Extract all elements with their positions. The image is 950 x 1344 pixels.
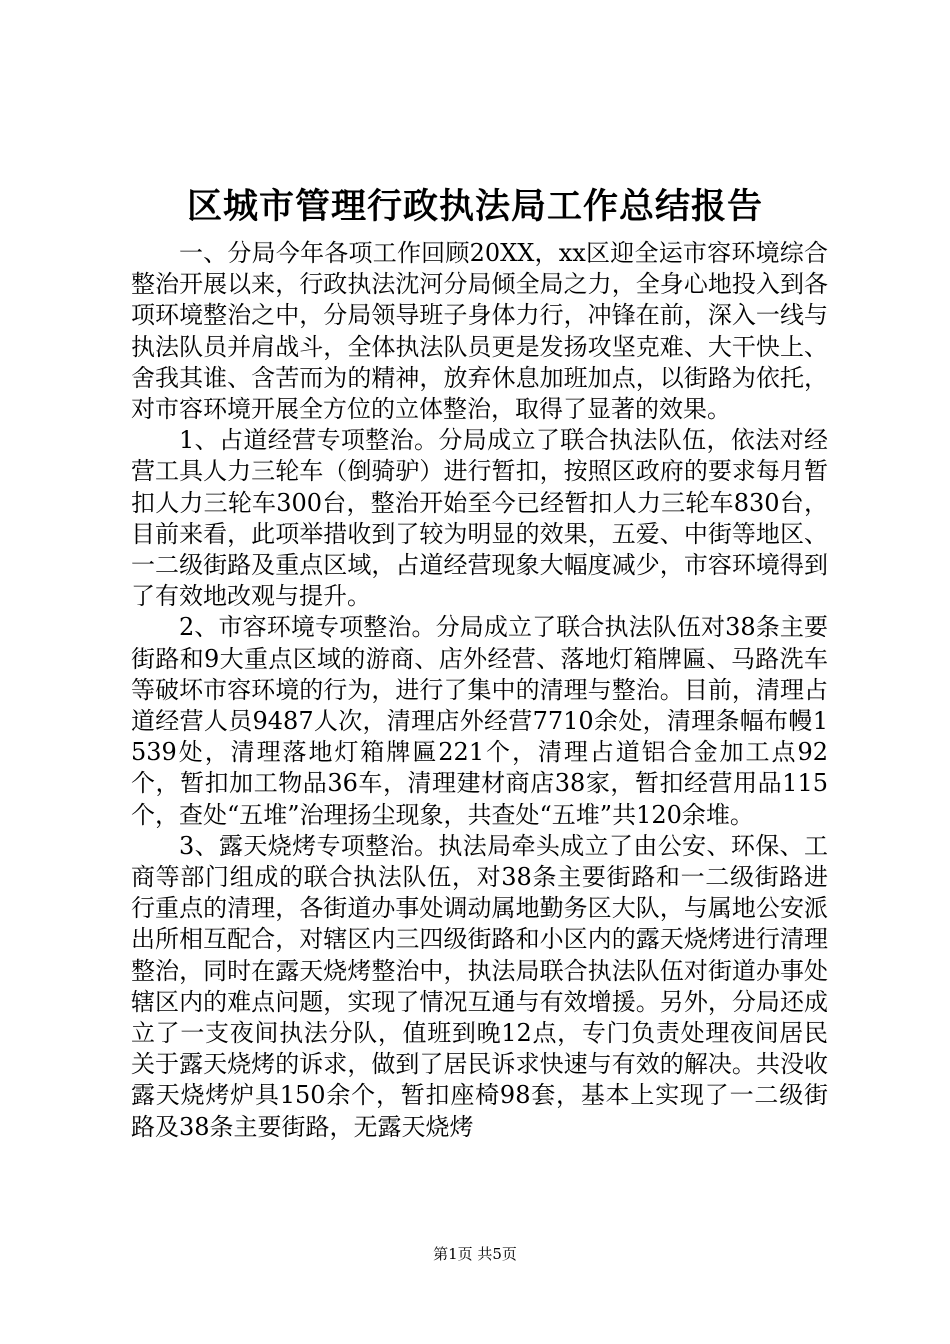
document-title: 区城市管理行政执法局工作总结报告 [186, 186, 763, 227]
page-footer: 第1页 共5页 [433, 1245, 517, 1263]
paragraph-item-2: 2、市容环境专项整治。分局成立了联合执法队伍对38条主要街路和9大重点区域的游商、店外经营、落地灯箱牌匾、马路洗车等破坏市容环境的行为，进行了集中的清理与整治。目前，清理占道经营人员9487人次，清理店外经营7710余处，清理条幅布幔1539处，清理落地灯箱牌匾221个，清理占道铝合金加工点92个，暂扣加工物品36车，清理建材商店38家，暂扣经营用品115个，查处“五堆”治理扬尘现象，共查处“五堆”共120余堆。 [131, 613, 828, 829]
document-body [131, 238, 828, 1143]
paragraph-intro: 一、分局今年各项工作回顾20XX，xx区迎全运市容环境综合整治开展以来，行政执法沈河分局倾全局之力，全身心地投入到各项环境整治之中，分局领导班子身体力行，冲锋在前，深入一线与执法队员并肩战斗，全体执法队员更是发扬攻坚克难、大干快上、舍我其谁、含苦而为的精神，放弃休息加班加点，以街路为依托，对市容环境开展全方位的立体整治，取得了显著的效果。 [131, 239, 828, 424]
paragraph-item-3: 3、露天烧烤专项整治。执法局牵头成立了由公安、环保、工商等部门组成的联合执法队伍，对38条主要街路和一二级街路进行重点的清理，各街道办事处调动属地勤务区大队，与属地公安派出所相互配合，对辖区内三四级街路和小区内的露天烧烤进行清理整治，同时在露天烧烤整治中，执法局联合执法队伍对街道办事处辖区内的难点问题，实现了情况互通与有效增援。另外，分局还成立了一支夜间执法分队，值班到晚12点，专门负责处理夜间居民关于露天烧烤的诉求，做到了居民诉求快速与有效的解决。共没收露天烧烤炉具150余个，暂扣座椅98套，基本上实现了一二级街路及38条主要街路，无露天烧烤 [131, 831, 828, 1141]
paragraph-item-1: 1、占道经营专项整治。分局成立了联合执法队伍，依法对经营工具人力三轮车（倒骑驴）进行暂扣，按照区政府的要求每月暂扣人力三轮车300台，整治开始至今已经暂扣人力三轮车830台，目前来看，此项举措收到了较为明显的效果，五爱、中街等地区、一二级街路及重点区域，占道经营现象大幅度减少，市容环境得到了有效地改观与提升。 [131, 426, 828, 611]
